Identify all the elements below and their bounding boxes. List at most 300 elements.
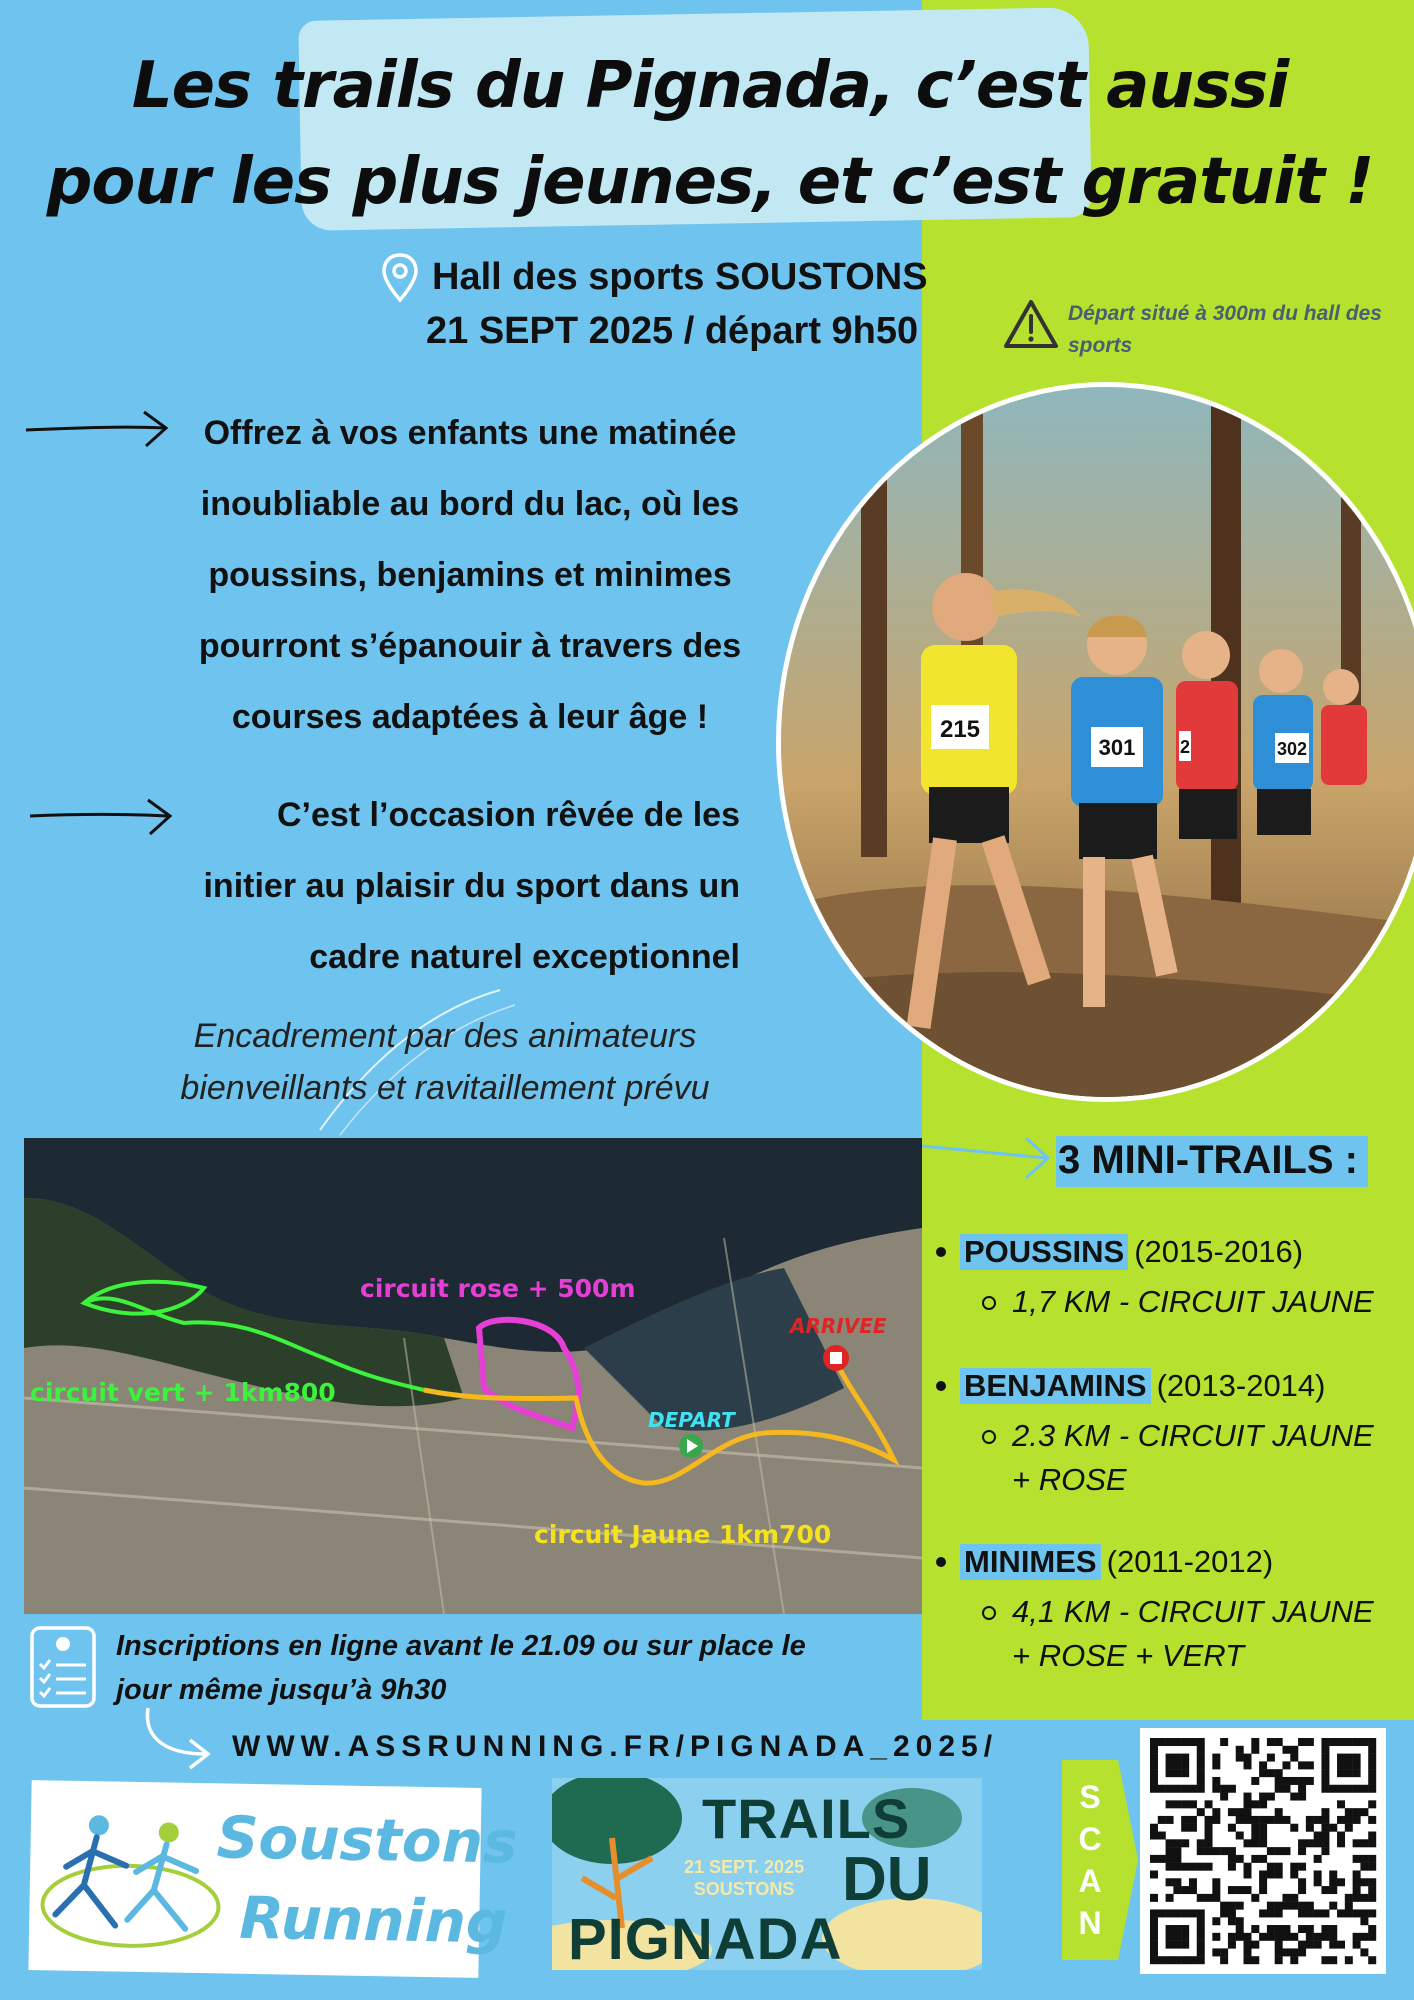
qr-module [1166,1839,1174,1847]
category-header [932,1234,1412,1270]
qr-module [1220,1956,1228,1964]
qr-module [1337,1754,1345,1762]
qr-module [1329,1956,1337,1964]
qr-module [1321,1832,1329,1840]
qr-module [1212,1894,1220,1902]
qr-module [1275,1777,1283,1785]
qr-module [1251,1777,1259,1785]
scan-letter: A [1078,1863,1102,1899]
qr-module [1189,1816,1197,1824]
qr-module [1220,1847,1228,1855]
qr-module [1267,1793,1275,1801]
qr-module [1166,1956,1174,1964]
qr-module [1298,1863,1306,1871]
qr-module [1267,1816,1275,1824]
intro-line: cadre naturel exceptionnel [309,938,740,976]
qr-module [1212,1808,1220,1816]
qr-module [1205,1824,1213,1832]
qr-module [1275,1738,1283,1746]
qr-module [1282,1902,1290,1910]
qr-module [1306,1925,1314,1933]
qr-module [1150,1855,1158,1863]
qr-module [1158,1785,1166,1793]
qr-module [1197,1785,1205,1793]
qr-module [1158,1738,1166,1746]
qr-module [1166,1800,1174,1808]
arrow-right-icon [922,1128,1062,1188]
qr-module [1337,1785,1345,1793]
qr-module [1166,1769,1174,1777]
category-detail [982,1280,1412,1324]
qr-module [1282,1777,1290,1785]
arrow-right-icon [28,794,178,838]
registration-line: Inscriptions en ligne avant le 21.09 ou sur place le [116,1630,806,1662]
qr-module [1368,1956,1376,1964]
scan-banner-tip [1118,1760,1138,1960]
qr-module [1290,1754,1298,1762]
qr-module [1360,1878,1368,1886]
qr-module [1298,1902,1306,1910]
category-minimes [932,1544,1412,1678]
qr-module [1353,1808,1361,1816]
qr-module [1244,1886,1252,1894]
qr-module [1244,1808,1252,1816]
qr-module [1298,1886,1306,1894]
qr-module [1290,1870,1298,1878]
qr-module [1197,1738,1205,1746]
qr-module [1329,1824,1337,1832]
qr-module [1267,1754,1275,1762]
intro-line: initier au plaisir du sport dans un [203,867,740,905]
circuit-jaune-label: circuit Jaune 1km700 [534,1520,832,1549]
page-title [20,38,1400,230]
qr-module [1267,1870,1275,1878]
qr-module [1166,1738,1174,1746]
qr-module [1337,1761,1345,1769]
qr-module [1314,1941,1322,1949]
qr-module [1290,1956,1298,1964]
qr-module [1228,1847,1236,1855]
qr-module [1150,1824,1158,1832]
qr-module [1275,1925,1283,1933]
qr-module [1298,1839,1306,1847]
photo-illustration [781,387,1414,1102]
qr-module [1329,1785,1337,1793]
qr-module [1337,1839,1345,1847]
qr-module [1212,1777,1220,1785]
qr-module [1337,1941,1345,1949]
qr-module [1228,1917,1236,1925]
qr-module [1298,1909,1306,1917]
qr-module [1298,1925,1306,1933]
qr-module [1259,1800,1267,1808]
qr-module [1181,1761,1189,1769]
qr-module [1298,1785,1306,1793]
qr-module [1244,1800,1252,1808]
qr-module [1345,1808,1353,1816]
category-detail [982,1590,1412,1678]
bib-number: 2 [1179,737,1191,757]
arrow-right-icon [24,406,174,450]
registration-info [116,1624,916,1712]
intro-line: courses adaptées à leur âge ! [231,698,709,736]
qr-module [1150,1917,1158,1925]
qr-module [1275,1909,1283,1917]
qr-module [1282,1948,1290,1956]
scan-letter: S [1079,1779,1101,1815]
qr-module [1368,1800,1376,1808]
qr-module [1197,1956,1205,1964]
qr-module [1314,1909,1322,1917]
trails-du-pignada-logo [552,1778,982,1970]
qr-module [1368,1863,1376,1871]
qr-module [1228,1933,1236,1941]
qr-module [1321,1816,1329,1824]
qr-module [1275,1933,1283,1941]
qr-module [1181,1800,1189,1808]
qr-module [1306,1933,1314,1941]
category-name: BENJAMINS [960,1368,1151,1404]
qr-module [1368,1925,1376,1933]
qr-module [1150,1941,1158,1949]
qr-module [1321,1746,1329,1754]
qr-module [1353,1870,1361,1878]
qr-module [1173,1769,1181,1777]
qr-module [1205,1832,1213,1840]
qr-module [1290,1777,1298,1785]
registration-url-link[interactable]: WWW.ASSRUNNING.FR/PIGNADA_2025/ [232,1730,999,1763]
qr-module [1353,1839,1361,1847]
qr-module [1166,1941,1174,1949]
qr-module [1236,1933,1244,1941]
qr-module [1251,1855,1259,1863]
qr-module [1173,1925,1181,1933]
qr-module [1197,1948,1205,1956]
qr-module [1353,1941,1361,1949]
qr-module [1236,1746,1244,1754]
qr-module [1368,1769,1376,1777]
qr-module [1306,1909,1314,1917]
qr-code[interactable] [1140,1728,1386,1974]
supervision-line: Encadrement par des animateurs [193,1017,697,1055]
qr-module [1337,1816,1345,1824]
qr-module [1259,1832,1267,1840]
qr-module [1353,1754,1361,1762]
qr-module [1166,1847,1174,1855]
qr-module [1251,1746,1259,1754]
logo-word-running: Running [238,1883,508,1957]
qr-module [1244,1793,1252,1801]
qr-module [1173,1956,1181,1964]
qr-module [1236,1808,1244,1816]
qr-module [1173,1941,1181,1949]
curved-arrow-icon [140,1704,220,1774]
qr-module [1306,1761,1314,1769]
qr-module [1150,1956,1158,1964]
logo-word-soustons: Soustons [216,1803,519,1877]
qr-module [1298,1948,1306,1956]
qr-module [1166,1933,1174,1941]
qr-module [1173,1847,1181,1855]
qr-module [1353,1738,1361,1746]
qr-module [1337,1832,1345,1840]
qr-module [1251,1800,1259,1808]
qr-module [1298,1847,1306,1855]
finish-marker-label: ARRIVEE [790,1314,887,1338]
qr-module [1251,1816,1259,1824]
bib-number: 302 [1276,739,1308,759]
qr-module [1353,1933,1361,1941]
qr-module [1275,1816,1283,1824]
qr-module [1236,1902,1244,1910]
qr-module [1197,1777,1205,1785]
qr-module [1150,1894,1158,1902]
bullet-icon [936,1381,946,1391]
qr-module [1360,1948,1368,1956]
sub-bullet-icon [982,1606,996,1620]
qr-module [1360,1909,1368,1917]
qr-module [1173,1909,1181,1917]
qr-module [1189,1824,1197,1832]
qr-module [1173,1754,1181,1762]
qr-module [1150,1870,1158,1878]
qr-module [1251,1839,1259,1847]
qr-module [1259,1886,1267,1894]
qr-module [1321,1925,1329,1933]
qr-module [1236,1816,1244,1824]
qr-module [1275,1948,1283,1956]
qr-module [1321,1754,1329,1762]
qr-module [1321,1847,1329,1855]
qr-module [1181,1941,1189,1949]
qr-module [1158,1816,1166,1824]
qr-module [1345,1902,1353,1910]
qr-module [1321,1909,1329,1917]
qr-module [1353,1816,1361,1824]
sub-bullet-icon [982,1430,996,1444]
qr-module [1244,1761,1252,1769]
qr-module [1259,1816,1267,1824]
supervision-note [90,1010,800,1114]
qr-module [1189,1738,1197,1746]
qr-module [1166,1894,1174,1902]
qr-module [1275,1941,1283,1949]
qr-module [1290,1793,1298,1801]
qr-module [1259,1933,1267,1941]
intro-line: poussins, benjamins et minimes [208,556,732,594]
clipboard-icon [28,1620,98,1710]
qr-module [1251,1738,1259,1746]
qr-module [1259,1769,1267,1777]
qr-module [1267,1769,1275,1777]
qr-module [1275,1902,1283,1910]
qr-module [1150,1933,1158,1941]
category-distance: 4,1 KM - CIRCUIT JAUNE + ROSE + VERT [1012,1594,1374,1673]
qr-module [1181,1738,1189,1746]
qr-module [1314,1933,1322,1941]
qr-module [1259,1909,1267,1917]
qr-code-image [1140,1728,1386,1974]
intro-line: C’est l’occasion rêvée de les [276,796,740,834]
qr-module [1345,1754,1353,1762]
intro-paragraph-2 [160,780,760,993]
qr-module [1181,1909,1189,1917]
qr-module [1298,1777,1306,1785]
qr-module [1251,1956,1259,1964]
qr-module [1267,1902,1275,1910]
qr-module [1360,1863,1368,1871]
qr-module [1220,1909,1228,1917]
qr-module [1259,1824,1267,1832]
qr-module [1228,1855,1236,1863]
qr-module [1290,1948,1298,1956]
qr-module [1197,1925,1205,1933]
qr-module [1290,1933,1298,1941]
qr-module [1298,1738,1306,1746]
qr-module [1368,1878,1376,1886]
qr-module [1173,1878,1181,1886]
qr-module [1353,1894,1361,1902]
qr-module [1353,1761,1361,1769]
category-detail [982,1414,1412,1502]
qr-module [1353,1769,1361,1777]
qr-module [1282,1933,1290,1941]
qr-module [1329,1878,1337,1886]
qr-module [1205,1863,1213,1871]
soustons-running-logo [28,1780,519,1978]
qr-module [1337,1878,1345,1886]
qr-module [1353,1785,1361,1793]
qr-module [1282,1785,1290,1793]
qr-module [1150,1754,1158,1762]
qr-module [1329,1925,1337,1933]
qr-module [1181,1886,1189,1894]
qr-module [1368,1785,1376,1793]
qr-module [1197,1941,1205,1949]
qr-module [1321,1761,1329,1769]
logo-word-pignada: PIGNADA [568,1907,843,1970]
qr-module [1181,1925,1189,1933]
qr-module [1197,1808,1205,1816]
location-pin-icon [380,252,420,306]
qr-module [1158,1855,1166,1863]
title-line-1: Les trails du Pignada, c’est aussi [131,49,1289,123]
bullet-icon [936,1557,946,1567]
category-header [932,1368,1412,1404]
qr-module [1290,1894,1298,1902]
qr-module [1228,1808,1236,1816]
qr-module [1329,1738,1337,1746]
qr-module [1321,1839,1329,1847]
qr-module [1236,1925,1244,1933]
qr-module [1181,1754,1189,1762]
qr-module [1368,1816,1376,1824]
qr-module [1181,1839,1189,1847]
qr-module [1345,1761,1353,1769]
qr-module [1244,1863,1252,1871]
qr-module [1290,1863,1298,1871]
logo-word-trails: TRAILS [702,1787,911,1850]
qr-module [1181,1863,1189,1871]
qr-module [1166,1754,1174,1762]
qr-module [1360,1917,1368,1925]
qr-module [1275,1863,1283,1871]
category-years: (2015-2016) [1134,1234,1304,1269]
qr-module [1236,1855,1244,1863]
qr-module [1173,1855,1181,1863]
qr-module [1368,1909,1376,1917]
qr-module [1306,1941,1314,1949]
qr-module [1205,1839,1213,1847]
qr-module [1290,1902,1298,1910]
qr-module [1298,1793,1306,1801]
qr-module [1189,1886,1197,1894]
qr-module [1166,1878,1174,1886]
category-benjamins [932,1368,1412,1502]
qr-module [1173,1785,1181,1793]
qr-module [1150,1769,1158,1777]
qr-module [1368,1777,1376,1785]
qr-module [1212,1847,1220,1855]
qr-module [1150,1777,1158,1785]
qr-module [1267,1847,1275,1855]
qr-module [1360,1933,1368,1941]
qr-module [1220,1948,1228,1956]
qr-module [1181,1785,1189,1793]
qr-module [1212,1948,1220,1956]
qr-module [1220,1902,1228,1910]
qr-module [1368,1754,1376,1762]
qr-module [1228,1902,1236,1910]
qr-module [1368,1761,1376,1769]
event-venue: Hall des sports SOUSTONS [432,256,928,298]
qr-module [1197,1933,1205,1941]
qr-module [1166,1761,1174,1769]
qr-module [1282,1746,1290,1754]
qr-module [1212,1917,1220,1925]
qr-module [1205,1894,1213,1902]
qr-module [1173,1761,1181,1769]
qr-module [1290,1746,1298,1754]
qr-module [1158,1832,1166,1840]
qr-module [1306,1777,1314,1785]
category-name: MINIMES [960,1544,1101,1580]
qr-module [1360,1738,1368,1746]
scan-letter: C [1078,1821,1102,1857]
qr-module [1329,1941,1337,1949]
intro-line: Offrez à vos enfants une matinée [203,414,737,452]
qr-module [1244,1933,1252,1941]
qr-module [1275,1769,1283,1777]
qr-module [1267,1909,1275,1917]
qr-module [1306,1816,1314,1824]
qr-module [1368,1738,1376,1746]
qr-module [1212,1785,1220,1793]
qr-module [1267,1738,1275,1746]
qr-module [1337,1769,1345,1777]
warning-icon [1002,298,1060,350]
qr-module [1189,1878,1197,1886]
qr-module [1150,1909,1158,1917]
qr-module [1267,1933,1275,1941]
qr-module [1306,1839,1314,1847]
circuit-rose-label: circuit rose + 500m [360,1274,636,1303]
category-name: POUSSINS [960,1234,1128,1270]
qr-module [1228,1785,1236,1793]
qr-module [1353,1909,1361,1917]
qr-module [1314,1832,1322,1840]
qr-module [1321,1824,1329,1832]
